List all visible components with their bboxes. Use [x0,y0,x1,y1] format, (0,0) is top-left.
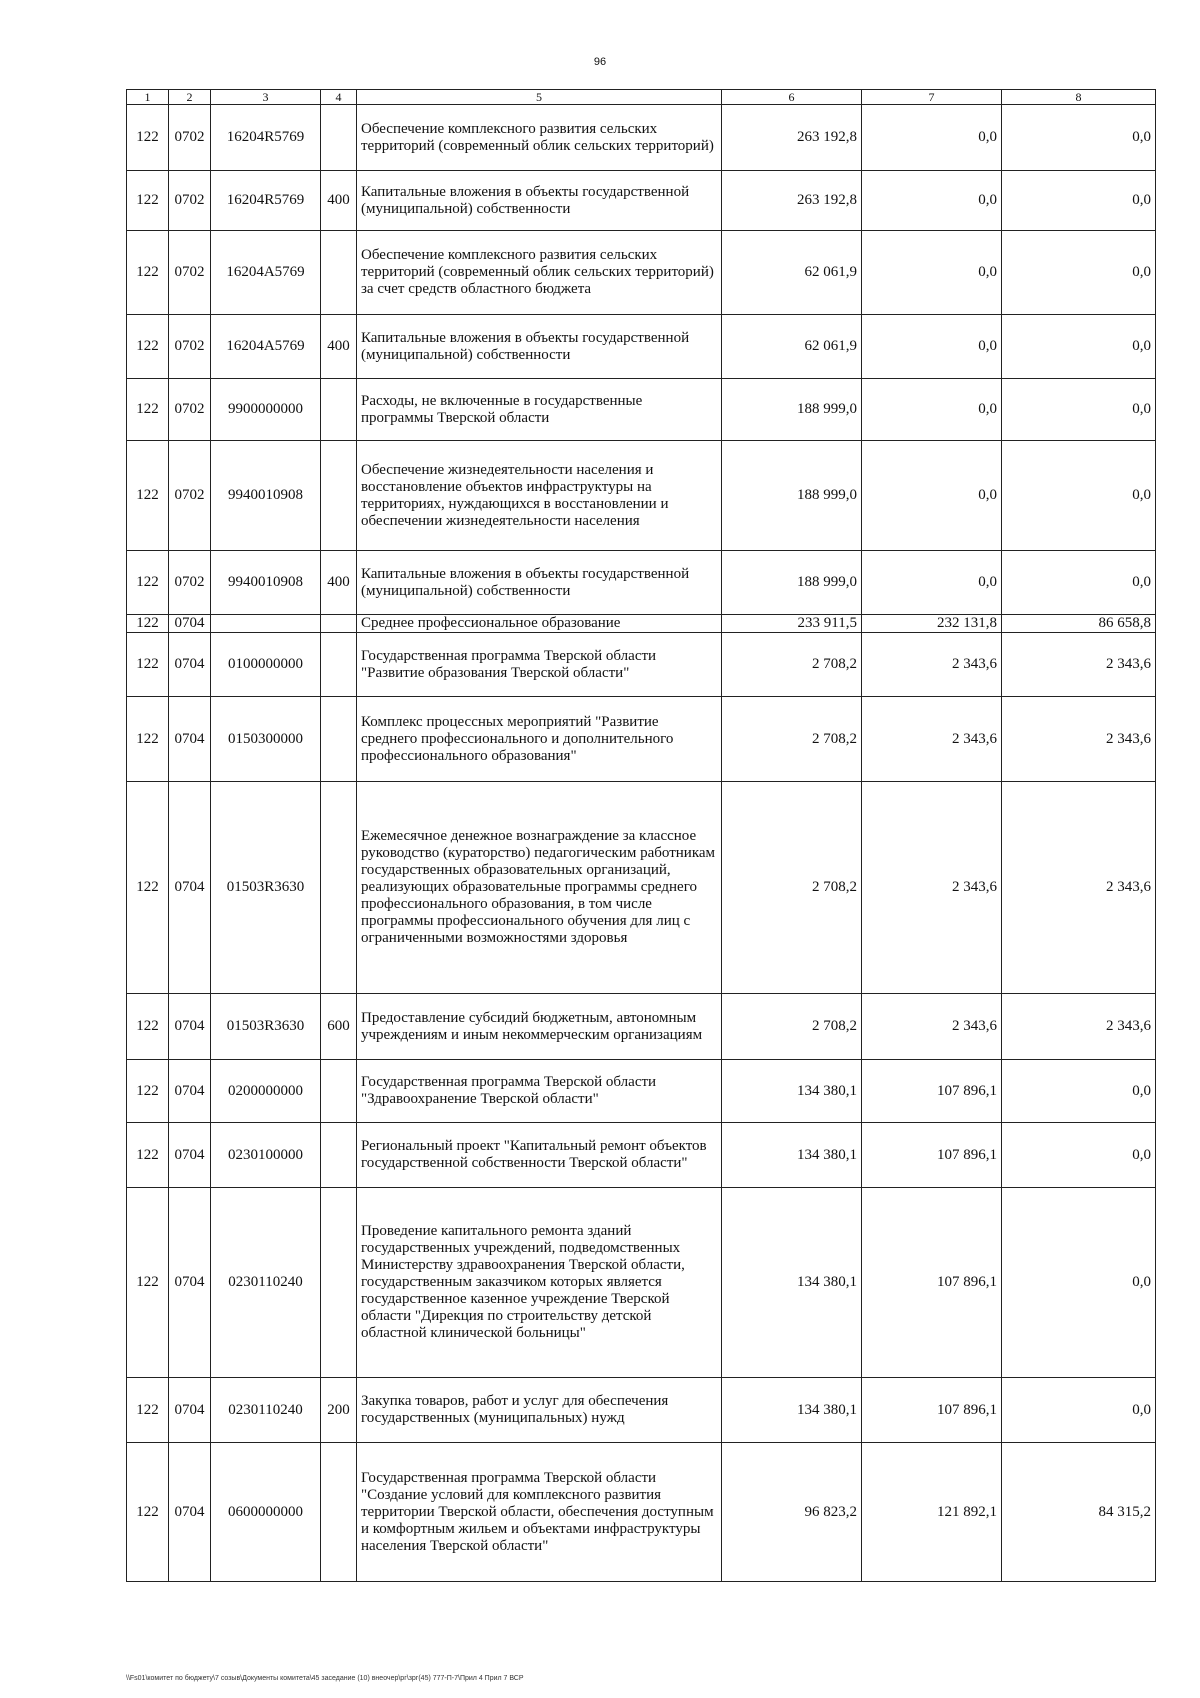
cell-amount-3: 2 343,6 [1002,782,1156,994]
cell-amount-1: 134 380,1 [722,1123,862,1188]
cell-amount-3: 0,0 [1002,1188,1156,1378]
table-row [127,551,1156,615]
cell-amount-3: 0,0 [1002,441,1156,551]
cell-section: 0704 [169,697,211,782]
column-header: 1 [127,90,169,105]
cell-amount-3: 0,0 [1002,379,1156,441]
table-row [127,1378,1156,1443]
table-row [127,231,1156,315]
cell-admin-code: 122 [127,1378,169,1443]
cell-admin-code: 122 [127,441,169,551]
cell-section: 0704 [169,1060,211,1123]
cell-section: 0704 [169,994,211,1060]
cell-amount-2: 107 896,1 [862,1060,1002,1123]
table-row [127,379,1156,441]
cell-description: Предоставление субсидий бюджетным, автономным учреждениям и иным некоммерческим организациям [357,994,722,1060]
cell-section: 0704 [169,1188,211,1378]
cell-target-item: 16204R5769 [211,171,321,231]
cell-expense-type: 400 [321,551,357,615]
cell-description: Обеспечение жизнедеятельности населения и восстановление объектов инфраструктуры на территориях, нуждающихся в восстановлении и обеспечении жизнедеятельности населения [357,441,722,551]
cell-amount-1: 2 708,2 [722,994,862,1060]
cell-expense-type: 600 [321,994,357,1060]
cell-expense-type [321,782,357,994]
cell-target-item: 9940010908 [211,441,321,551]
cell-amount-2: 121 892,1 [862,1443,1002,1582]
cell-amount-1: 188 999,0 [722,441,862,551]
cell-amount-1: 134 380,1 [722,1060,862,1123]
cell-amount-2: 0,0 [862,171,1002,231]
cell-admin-code: 122 [127,551,169,615]
cell-expense-type [321,441,357,551]
column-header: 7 [862,90,1002,105]
cell-amount-2: 232 131,8 [862,615,1002,633]
cell-admin-code: 122 [127,994,169,1060]
column-header: 6 [722,90,862,105]
cell-amount-1: 263 192,8 [722,171,862,231]
cell-amount-3: 0,0 [1002,1060,1156,1123]
cell-target-item: 9900000000 [211,379,321,441]
cell-amount-1: 2 708,2 [722,697,862,782]
cell-amount-1: 62 061,9 [722,231,862,315]
cell-expense-type: 400 [321,315,357,379]
cell-amount-2: 107 896,1 [862,1188,1002,1378]
cell-amount-1: 134 380,1 [722,1378,862,1443]
cell-amount-3: 0,0 [1002,231,1156,315]
cell-description: Капитальные вложения в объекты государственной (муниципальной) собственности [357,551,722,615]
cell-expense-type: 200 [321,1378,357,1443]
cell-target-item: 16204A5769 [211,315,321,379]
cell-target-item: 0600000000 [211,1443,321,1582]
cell-amount-1: 62 061,9 [722,315,862,379]
cell-expense-type [321,697,357,782]
cell-amount-2: 107 896,1 [862,1123,1002,1188]
cell-amount-1: 263 192,8 [722,105,862,171]
cell-expense-type [321,615,357,633]
cell-admin-code: 122 [127,1443,169,1582]
cell-description: Обеспечение комплексного развития сельских территорий (современный облик сельских территорий) за счет средств областного бюджета [357,231,722,315]
table-row [127,633,1156,697]
cell-target-item: 0100000000 [211,633,321,697]
cell-section: 0704 [169,782,211,994]
cell-amount-3: 0,0 [1002,105,1156,171]
cell-expense-type [321,379,357,441]
cell-amount-1: 2 708,2 [722,633,862,697]
cell-description: Расходы, не включенные в государственные программы Тверской области [357,379,722,441]
cell-amount-2: 2 343,6 [862,697,1002,782]
cell-amount-2: 0,0 [862,315,1002,379]
cell-admin-code: 122 [127,231,169,315]
cell-expense-type [321,231,357,315]
column-header: 3 [211,90,321,105]
cell-admin-code: 122 [127,1060,169,1123]
cell-admin-code: 122 [127,105,169,171]
table-row [127,697,1156,782]
cell-section: 0704 [169,1443,211,1582]
cell-admin-code: 122 [127,171,169,231]
cell-amount-3: 0,0 [1002,1378,1156,1443]
cell-amount-2: 107 896,1 [862,1378,1002,1443]
cell-admin-code: 122 [127,379,169,441]
cell-section: 0704 [169,1123,211,1188]
cell-amount-2: 2 343,6 [862,633,1002,697]
header-row [127,90,1156,105]
cell-amount-2: 2 343,6 [862,782,1002,994]
cell-section: 0702 [169,171,211,231]
cell-section: 0704 [169,1378,211,1443]
table-row [127,315,1156,379]
cell-section: 0704 [169,615,211,633]
cell-amount-3: 2 343,6 [1002,994,1156,1060]
table-row [127,782,1156,994]
table-row [127,1443,1156,1582]
cell-admin-code: 122 [127,1123,169,1188]
budget-table [126,89,1156,1582]
cell-amount-2: 0,0 [862,379,1002,441]
table-row [127,1188,1156,1378]
cell-expense-type [321,1123,357,1188]
cell-target-item: 0150300000 [211,697,321,782]
cell-target-item: 01503R3630 [211,782,321,994]
cell-description: Среднее профессиональное образование [357,615,722,633]
cell-section: 0702 [169,379,211,441]
cell-description: Обеспечение комплексного развития сельских территорий (современный облик сельских территорий) [357,105,722,171]
cell-description: Капитальные вложения в объекты государственной (муниципальной) собственности [357,315,722,379]
cell-description: Ежемесячное денежное вознаграждение за классное руководство (кураторство) педагогическим работникам государственных образовательных организаций, реализующих образовательные программы среднего профессионального образования, в том числе программы профессионального обучения для лиц с ограниченными возможностями здоровья [357,782,722,994]
cell-description: Закупка товаров, работ и услуг для обеспечения государственных (муниципальных) нужд [357,1378,722,1443]
cell-admin-code: 122 [127,782,169,994]
column-header: 2 [169,90,211,105]
cell-amount-3: 0,0 [1002,171,1156,231]
cell-target-item: 0230110240 [211,1378,321,1443]
table-row [127,441,1156,551]
table-row [127,105,1156,171]
cell-target-item: 16204A5769 [211,231,321,315]
cell-amount-3: 86 658,8 [1002,615,1156,633]
cell-description: Государственная программа Тверской области "Здравоохранение Тверской области" [357,1060,722,1123]
table-row-section-total [127,615,1156,633]
cell-target-item: 0230100000 [211,1123,321,1188]
table-row [127,1123,1156,1188]
cell-expense-type [321,105,357,171]
cell-description: Региональный проект "Капитальный ремонт объектов государственной собственности Тверской области" [357,1123,722,1188]
cell-description: Капитальные вложения в объекты государственной (муниципальной) собственности [357,171,722,231]
cell-expense-type [321,1443,357,1582]
cell-amount-2: 0,0 [862,551,1002,615]
cell-target-item: 0200000000 [211,1060,321,1123]
cell-section: 0702 [169,105,211,171]
column-header: 4 [321,90,357,105]
cell-description: Государственная программа Тверской области "Создание условий для комплексного развития территории Тверской области, обеспечения доступным и комфортным жильем и объектами инфраструктуры населения Тверской области" [357,1443,722,1582]
cell-section: 0702 [169,231,211,315]
cell-admin-code: 122 [127,615,169,633]
cell-expense-type [321,1060,357,1123]
cell-target-item: 16204R5769 [211,105,321,171]
cell-amount-1: 233 911,5 [722,615,862,633]
cell-expense-type: 400 [321,171,357,231]
cell-amount-2: 0,0 [862,441,1002,551]
column-header: 5 [357,90,722,105]
page-number: 96 [593,56,607,68]
cell-section: 0702 [169,315,211,379]
cell-amount-3: 2 343,6 [1002,697,1156,782]
cell-amount-3: 0,0 [1002,315,1156,379]
column-header: 8 [1002,90,1156,105]
cell-amount-2: 2 343,6 [862,994,1002,1060]
table-row [127,171,1156,231]
cell-amount-2: 0,0 [862,231,1002,315]
cell-amount-1: 96 823,2 [722,1443,862,1582]
cell-admin-code: 122 [127,697,169,782]
cell-section: 0702 [169,441,211,551]
cell-target-item: 0230110240 [211,1188,321,1378]
cell-expense-type [321,633,357,697]
cell-amount-1: 188 999,0 [722,551,862,615]
cell-admin-code: 122 [127,315,169,379]
cell-amount-2: 0,0 [862,105,1002,171]
file-path-footer: \\Fs01\комитет по бюджету\7 созыв\Документы комитета\45 заседание (10) внеочер\рг\зрг(45) 777-П-7\Прил 4 Прил 7 ВСР [126,1675,524,1682]
cell-target-item: 9940010908 [211,551,321,615]
table-row [127,994,1156,1060]
cell-target-item [211,615,321,633]
cell-target-item: 01503R3630 [211,994,321,1060]
cell-admin-code: 122 [127,633,169,697]
cell-expense-type [321,1188,357,1378]
cell-amount-3: 84 315,2 [1002,1443,1156,1582]
cell-admin-code: 122 [127,1188,169,1378]
cell-amount-3: 0,0 [1002,1123,1156,1188]
cell-amount-1: 2 708,2 [722,782,862,994]
cell-section: 0702 [169,551,211,615]
cell-description: Проведение капитального ремонта зданий государственных учреждений, подведомственных Министерству здравоохранения Тверской области, государственным заказчиком которых является государственное казенное учреждение Тверской области "Дирекция по строительству детской областной клинической больницы" [357,1188,722,1378]
cell-section: 0704 [169,633,211,697]
cell-amount-1: 188 999,0 [722,379,862,441]
cell-description: Государственная программа Тверской области "Развитие образования Тверской области" [357,633,722,697]
cell-amount-3: 2 343,6 [1002,633,1156,697]
cell-amount-1: 134 380,1 [722,1188,862,1378]
cell-amount-3: 0,0 [1002,551,1156,615]
cell-description: Комплекс процессных мероприятий "Развитие среднего профессионального и дополнительного профессионального образования" [357,697,722,782]
table-row [127,1060,1156,1123]
